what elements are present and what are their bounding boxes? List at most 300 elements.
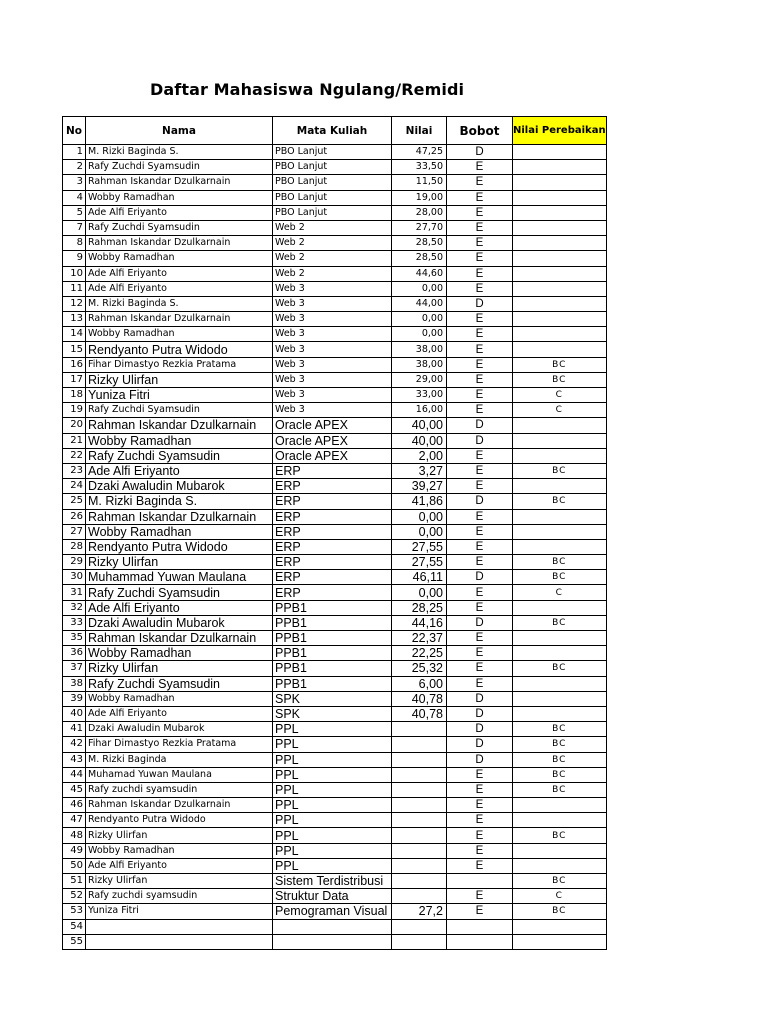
cell-mata-kuliah[interactable]: Web 2	[273, 251, 392, 266]
cell-nilai[interactable]	[392, 782, 447, 797]
cell-bobot[interactable]: E	[447, 858, 513, 873]
cell-no[interactable]: 24	[63, 479, 86, 494]
cell-no[interactable]: 14	[63, 327, 86, 342]
cell-no[interactable]: 28	[63, 539, 86, 554]
cell-nilai[interactable]: 44,00	[392, 296, 447, 311]
cell-mata-kuliah[interactable]: PPL	[273, 843, 392, 858]
cell-bobot[interactable]: E	[447, 631, 513, 646]
cell-nilai[interactable]	[392, 843, 447, 858]
cell-nama[interactable]: Rendyanto Putra Widodo	[86, 342, 273, 357]
cell-nilai-perbaikan[interactable]: C	[513, 889, 607, 904]
cell-nilai-perbaikan[interactable]	[513, 342, 607, 357]
cell-bobot[interactable]: E	[447, 266, 513, 281]
cell-nilai-perbaikan[interactable]: BC	[513, 615, 607, 630]
cell-nama[interactable]: Wobby Ramadhan	[86, 524, 273, 539]
cell-bobot[interactable]: E	[447, 372, 513, 387]
cell-nilai[interactable]: 28,00	[392, 205, 447, 220]
cell-mata-kuliah[interactable]: Web 2	[273, 236, 392, 251]
cell-no[interactable]: 32	[63, 600, 86, 615]
cell-nilai[interactable]: 40,78	[392, 691, 447, 706]
cell-nilai-perbaikan[interactable]	[513, 706, 607, 721]
cell-bobot[interactable]: D	[447, 737, 513, 752]
cell-nilai[interactable]: 38,00	[392, 342, 447, 357]
cell-mata-kuliah[interactable]: ERP	[273, 509, 392, 524]
cell-mata-kuliah[interactable]: PPL	[273, 858, 392, 873]
cell-mata-kuliah[interactable]: Web 3	[273, 403, 392, 418]
cell-bobot[interactable]: E	[447, 251, 513, 266]
cell-nilai-perbaikan[interactable]	[513, 919, 607, 934]
cell-mata-kuliah[interactable]: Oracle APEX	[273, 418, 392, 433]
cell-mata-kuliah[interactable]: PPL	[273, 722, 392, 737]
cell-nilai-perbaikan[interactable]: BC	[513, 782, 607, 797]
cell-no[interactable]: 41	[63, 722, 86, 737]
cell-nilai[interactable]	[392, 752, 447, 767]
cell-bobot[interactable]: D	[447, 418, 513, 433]
cell-nilai-perbaikan[interactable]: BC	[513, 752, 607, 767]
cell-no[interactable]: 43	[63, 752, 86, 767]
cell-nilai[interactable]: 33,50	[392, 160, 447, 175]
cell-nilai[interactable]: 41,86	[392, 494, 447, 509]
cell-nilai-perbaikan[interactable]	[513, 190, 607, 205]
cell-nilai[interactable]: 2,00	[392, 448, 447, 463]
cell-no[interactable]: 13	[63, 312, 86, 327]
cell-nama[interactable]: M. Rizki Baginda S.	[86, 296, 273, 311]
cell-nilai-perbaikan[interactable]	[513, 524, 607, 539]
cell-bobot[interactable]: D	[447, 722, 513, 737]
cell-nama[interactable]: Yuniza Fitri	[86, 904, 273, 919]
cell-nama[interactable]: M. Rizki Baginda S.	[86, 494, 273, 509]
cell-no[interactable]: 45	[63, 782, 86, 797]
cell-nilai[interactable]: 40,00	[392, 433, 447, 448]
cell-nama[interactable]: Ade Alfi Eriyanto	[86, 281, 273, 296]
cell-nama[interactable]: Fihar Dimastyo Rezkia Pratama	[86, 357, 273, 372]
cell-nilai[interactable]: 27,55	[392, 539, 447, 554]
cell-nama[interactable]	[86, 919, 273, 934]
cell-no[interactable]: 38	[63, 676, 86, 691]
cell-nama[interactable]: Rizky Ulirfan	[86, 874, 273, 889]
cell-nilai[interactable]: 44,16	[392, 615, 447, 630]
cell-nama[interactable]: Rafy zuchdi syamsudin	[86, 782, 273, 797]
cell-bobot[interactable]: D	[447, 296, 513, 311]
cell-bobot[interactable]: E	[447, 585, 513, 600]
header-nama[interactable]: Nama	[86, 117, 273, 145]
header-nilai[interactable]: Nilai	[392, 117, 447, 145]
cell-nilai[interactable]: 0,00	[392, 524, 447, 539]
cell-nilai[interactable]: 40,00	[392, 418, 447, 433]
cell-bobot[interactable]: E	[447, 539, 513, 554]
cell-mata-kuliah[interactable]: Struktur Data	[273, 889, 392, 904]
cell-nama[interactable]: Ade Alfi Eriyanto	[86, 600, 273, 615]
cell-nilai-perbaikan[interactable]: BC	[513, 828, 607, 843]
cell-nilai-perbaikan[interactable]	[513, 145, 607, 160]
cell-mata-kuliah[interactable]: PPB1	[273, 646, 392, 661]
cell-nama[interactable]: Dzaki Awaludin Mubarok	[86, 479, 273, 494]
cell-nilai[interactable]: 28,50	[392, 251, 447, 266]
cell-mata-kuliah[interactable]: PPL	[273, 752, 392, 767]
cell-nilai-perbaikan[interactable]	[513, 798, 607, 813]
cell-bobot[interactable]: E	[447, 175, 513, 190]
cell-nama[interactable]: Rahman Iskandar Dzulkarnain	[86, 631, 273, 646]
cell-nilai-perbaikan[interactable]	[513, 312, 607, 327]
cell-mata-kuliah[interactable]: PPL	[273, 798, 392, 813]
cell-nilai-perbaikan[interactable]	[513, 646, 607, 661]
cell-no[interactable]: 39	[63, 691, 86, 706]
cell-nama[interactable]: Rahman Iskandar Dzulkarnain	[86, 418, 273, 433]
cell-nama[interactable]: Wobby Ramadhan	[86, 251, 273, 266]
cell-bobot[interactable]: E	[447, 555, 513, 570]
cell-nilai-perbaikan[interactable]	[513, 600, 607, 615]
cell-nama[interactable]: Rafy Zuchdi Syamsudin	[86, 585, 273, 600]
cell-mata-kuliah[interactable]: Pemograman Visual	[273, 904, 392, 919]
cell-nilai[interactable]: 33,00	[392, 388, 447, 403]
cell-bobot[interactable]: E	[447, 190, 513, 205]
cell-no[interactable]: 44	[63, 767, 86, 782]
cell-nama[interactable]: Rizky Ulirfan	[86, 661, 273, 676]
cell-nilai-perbaikan[interactable]: BC	[513, 570, 607, 585]
cell-no[interactable]: 35	[63, 631, 86, 646]
cell-bobot[interactable]: E	[447, 463, 513, 478]
cell-nilai[interactable]: 27,70	[392, 220, 447, 235]
cell-nilai-perbaikan[interactable]: BC	[513, 874, 607, 889]
cell-no[interactable]: 25	[63, 494, 86, 509]
cell-mata-kuliah[interactable]	[273, 919, 392, 934]
cell-mata-kuliah[interactable]: ERP	[273, 524, 392, 539]
cell-nama[interactable]: Ade Alfi Eriyanto	[86, 205, 273, 220]
cell-bobot[interactable]: E	[447, 403, 513, 418]
header-nilai-perbaikan[interactable]: Nilai Perebaikan	[513, 117, 607, 145]
cell-nilai-perbaikan[interactable]	[513, 509, 607, 524]
cell-mata-kuliah[interactable]: PPB1	[273, 600, 392, 615]
cell-nama[interactable]: Dzaki Awaludin Mubarok	[86, 722, 273, 737]
cell-nilai-perbaikan[interactable]	[513, 813, 607, 828]
cell-nama[interactable]: Rizky Ulirfan	[86, 555, 273, 570]
cell-bobot[interactable]: E	[447, 448, 513, 463]
cell-bobot[interactable]: E	[447, 843, 513, 858]
cell-no[interactable]: 17	[63, 372, 86, 387]
cell-mata-kuliah[interactable]: Sistem Terdistribusi	[273, 874, 392, 889]
cell-nilai[interactable]	[392, 934, 447, 949]
cell-nilai-perbaikan[interactable]	[513, 843, 607, 858]
cell-bobot[interactable]	[447, 934, 513, 949]
cell-bobot[interactable]: E	[447, 220, 513, 235]
cell-mata-kuliah[interactable]	[273, 934, 392, 949]
cell-no[interactable]: 7	[63, 220, 86, 235]
cell-nilai[interactable]	[392, 767, 447, 782]
cell-nilai-perbaikan[interactable]	[513, 433, 607, 448]
cell-nilai[interactable]: 3,27	[392, 463, 447, 478]
cell-nilai-perbaikan[interactable]	[513, 539, 607, 554]
cell-mata-kuliah[interactable]: Web 3	[273, 281, 392, 296]
cell-nama[interactable]: Rizky Ulirfan	[86, 828, 273, 843]
cell-no[interactable]: 20	[63, 418, 86, 433]
cell-mata-kuliah[interactable]: Web 2	[273, 220, 392, 235]
cell-nilai[interactable]	[392, 828, 447, 843]
cell-no[interactable]: 50	[63, 858, 86, 873]
cell-bobot[interactable]: E	[447, 388, 513, 403]
cell-mata-kuliah[interactable]: ERP	[273, 570, 392, 585]
cell-nama[interactable]: M. Rizki Baginda	[86, 752, 273, 767]
cell-bobot[interactable]: E	[447, 600, 513, 615]
cell-no[interactable]: 3	[63, 175, 86, 190]
cell-nilai[interactable]: 27,55	[392, 555, 447, 570]
cell-bobot[interactable]: E	[447, 904, 513, 919]
cell-mata-kuliah[interactable]: Oracle APEX	[273, 433, 392, 448]
cell-mata-kuliah[interactable]: Web 3	[273, 296, 392, 311]
cell-no[interactable]: 5	[63, 205, 86, 220]
cell-bobot[interactable]: E	[447, 661, 513, 676]
cell-bobot[interactable]	[447, 919, 513, 934]
cell-mata-kuliah[interactable]: Web 3	[273, 327, 392, 342]
cell-mata-kuliah[interactable]: PBO Lanjut	[273, 145, 392, 160]
cell-nilai[interactable]	[392, 813, 447, 828]
cell-bobot[interactable]: E	[447, 327, 513, 342]
cell-nama[interactable]: M. Rizki Baginda S.	[86, 145, 273, 160]
cell-no[interactable]: 46	[63, 798, 86, 813]
cell-nama[interactable]: Rafy Zuchdi Syamsudin	[86, 220, 273, 235]
cell-bobot[interactable]: E	[447, 236, 513, 251]
cell-bobot[interactable]: E	[447, 813, 513, 828]
cell-nama[interactable]: Fihar Dimastyo Rezkia Pratama	[86, 737, 273, 752]
cell-no[interactable]: 53	[63, 904, 86, 919]
cell-nilai-perbaikan[interactable]	[513, 676, 607, 691]
cell-mata-kuliah[interactable]: ERP	[273, 494, 392, 509]
cell-nilai[interactable]	[392, 722, 447, 737]
cell-nilai[interactable]: 6,00	[392, 676, 447, 691]
cell-nilai[interactable]	[392, 858, 447, 873]
cell-bobot[interactable]: E	[447, 342, 513, 357]
cell-nilai[interactable]: 27,2	[392, 904, 447, 919]
cell-nilai[interactable]: 39,27	[392, 479, 447, 494]
cell-nama[interactable]: Rafy Zuchdi Syamsudin	[86, 403, 273, 418]
cell-nama[interactable]: Wobby Ramadhan	[86, 433, 273, 448]
cell-no[interactable]: 16	[63, 357, 86, 372]
cell-nilai[interactable]: 25,32	[392, 661, 447, 676]
cell-bobot[interactable]: E	[447, 676, 513, 691]
cell-bobot[interactable]: D	[447, 570, 513, 585]
cell-no[interactable]: 42	[63, 737, 86, 752]
cell-mata-kuliah[interactable]: ERP	[273, 479, 392, 494]
cell-nilai[interactable]: 47,25	[392, 145, 447, 160]
cell-nilai-perbaikan[interactable]	[513, 296, 607, 311]
cell-mata-kuliah[interactable]: SPK	[273, 691, 392, 706]
cell-no[interactable]: 11	[63, 281, 86, 296]
cell-no[interactable]: 31	[63, 585, 86, 600]
cell-bobot[interactable]: D	[447, 752, 513, 767]
cell-no[interactable]: 49	[63, 843, 86, 858]
cell-nilai[interactable]: 16,00	[392, 403, 447, 418]
cell-nilai[interactable]: 0,00	[392, 312, 447, 327]
header-bobot[interactable]: Bobot	[447, 117, 513, 145]
cell-mata-kuliah[interactable]: PPL	[273, 813, 392, 828]
cell-no[interactable]: 40	[63, 706, 86, 721]
cell-bobot[interactable]: E	[447, 646, 513, 661]
cell-mata-kuliah[interactable]: PPB1	[273, 661, 392, 676]
cell-nama[interactable]: Rafy Zuchdi Syamsudin	[86, 160, 273, 175]
cell-bobot[interactable]: E	[447, 312, 513, 327]
cell-nilai-perbaikan[interactable]	[513, 479, 607, 494]
cell-no[interactable]: 18	[63, 388, 86, 403]
cell-bobot[interactable]: E	[447, 357, 513, 372]
cell-no[interactable]: 26	[63, 509, 86, 524]
cell-bobot[interactable]: E	[447, 828, 513, 843]
cell-nama[interactable]: Ade Alfi Eriyanto	[86, 463, 273, 478]
cell-bobot[interactable]: E	[447, 281, 513, 296]
cell-mata-kuliah[interactable]: Oracle APEX	[273, 448, 392, 463]
cell-bobot[interactable]: E	[447, 205, 513, 220]
cell-nilai-perbaikan[interactable]: BC	[513, 767, 607, 782]
cell-nama[interactable]: Rahman Iskandar Dzulkarnain	[86, 798, 273, 813]
cell-mata-kuliah[interactable]: PPL	[273, 737, 392, 752]
cell-nilai[interactable]	[392, 889, 447, 904]
cell-nama[interactable]: Yuniza Fitri	[86, 388, 273, 403]
cell-nama[interactable]: Rahman Iskandar Dzulkarnain	[86, 509, 273, 524]
cell-mata-kuliah[interactable]: SPK	[273, 706, 392, 721]
cell-bobot[interactable]: D	[447, 433, 513, 448]
cell-no[interactable]: 54	[63, 919, 86, 934]
cell-nama[interactable]: Dzaki Awaludin Mubarok	[86, 615, 273, 630]
cell-nama[interactable]: Wobby Ramadhan	[86, 691, 273, 706]
cell-no[interactable]: 15	[63, 342, 86, 357]
cell-nilai-perbaikan[interactable]	[513, 281, 607, 296]
cell-nilai[interactable]: 28,50	[392, 236, 447, 251]
cell-nilai-perbaikan[interactable]	[513, 175, 607, 190]
cell-nilai[interactable]: 19,00	[392, 190, 447, 205]
cell-no[interactable]: 21	[63, 433, 86, 448]
cell-no[interactable]: 33	[63, 615, 86, 630]
cell-mata-kuliah[interactable]: PBO Lanjut	[273, 160, 392, 175]
cell-no[interactable]: 12	[63, 296, 86, 311]
cell-nilai[interactable]: 38,00	[392, 357, 447, 372]
cell-nilai-perbaikan[interactable]	[513, 934, 607, 949]
cell-bobot[interactable]: E	[447, 479, 513, 494]
cell-no[interactable]: 47	[63, 813, 86, 828]
cell-nilai[interactable]: 22,37	[392, 631, 447, 646]
cell-nama[interactable]: Rizky Ulirfan	[86, 372, 273, 387]
cell-no[interactable]: 2	[63, 160, 86, 175]
cell-nilai-perbaikan[interactable]: BC	[513, 722, 607, 737]
cell-nilai-perbaikan[interactable]	[513, 418, 607, 433]
cell-no[interactable]: 29	[63, 555, 86, 570]
cell-nilai-perbaikan[interactable]: C	[513, 403, 607, 418]
cell-nilai[interactable]: 0,00	[392, 585, 447, 600]
cell-nilai-perbaikan[interactable]	[513, 251, 607, 266]
cell-bobot[interactable]: D	[447, 706, 513, 721]
cell-nilai-perbaikan[interactable]: BC	[513, 661, 607, 676]
cell-mata-kuliah[interactable]: ERP	[273, 585, 392, 600]
header-no[interactable]: No	[63, 117, 86, 145]
cell-mata-kuliah[interactable]: Web 3	[273, 357, 392, 372]
cell-nama[interactable]: Ade Alfi Eriyanto	[86, 858, 273, 873]
header-mata-kuliah[interactable]: Mata Kuliah	[273, 117, 392, 145]
cell-no[interactable]: 48	[63, 828, 86, 843]
cell-mata-kuliah[interactable]: PPB1	[273, 615, 392, 630]
cell-nama[interactable]: Wobby Ramadhan	[86, 843, 273, 858]
cell-mata-kuliah[interactable]: PBO Lanjut	[273, 190, 392, 205]
cell-mata-kuliah[interactable]: PPB1	[273, 631, 392, 646]
cell-bobot[interactable]: E	[447, 782, 513, 797]
cell-nilai-perbaikan[interactable]	[513, 858, 607, 873]
cell-no[interactable]: 10	[63, 266, 86, 281]
cell-no[interactable]: 51	[63, 874, 86, 889]
cell-nilai-perbaikan[interactable]	[513, 205, 607, 220]
cell-nilai-perbaikan[interactable]	[513, 220, 607, 235]
cell-nilai[interactable]: 0,00	[392, 509, 447, 524]
cell-bobot[interactable]: E	[447, 889, 513, 904]
cell-bobot[interactable]: E	[447, 767, 513, 782]
cell-nilai-perbaikan[interactable]: BC	[513, 494, 607, 509]
cell-bobot[interactable]	[447, 874, 513, 889]
cell-nilai-perbaikan[interactable]: BC	[513, 904, 607, 919]
cell-nama[interactable]: Rendyanto Putra Widodo	[86, 813, 273, 828]
cell-nama[interactable]: Rahman Iskandar Dzulkarnain	[86, 312, 273, 327]
cell-nama[interactable]: Muhamad Yuwan Maulana	[86, 767, 273, 782]
cell-no[interactable]: 22	[63, 448, 86, 463]
cell-nilai[interactable]: 0,00	[392, 281, 447, 296]
cell-no[interactable]: 52	[63, 889, 86, 904]
cell-no[interactable]: 27	[63, 524, 86, 539]
cell-nama[interactable]: Rafy zuchdi syamsudin	[86, 889, 273, 904]
cell-no[interactable]: 37	[63, 661, 86, 676]
cell-nilai-perbaikan[interactable]	[513, 691, 607, 706]
cell-nilai[interactable]: 0,00	[392, 327, 447, 342]
cell-mata-kuliah[interactable]: PBO Lanjut	[273, 205, 392, 220]
cell-nama[interactable]: Muhammad Yuwan Maulana	[86, 570, 273, 585]
cell-no[interactable]: 19	[63, 403, 86, 418]
cell-mata-kuliah[interactable]: Web 3	[273, 342, 392, 357]
cell-nilai-perbaikan[interactable]	[513, 448, 607, 463]
cell-nilai[interactable]	[392, 798, 447, 813]
cell-mata-kuliah[interactable]: ERP	[273, 555, 392, 570]
cell-nama[interactable]: Wobby Ramadhan	[86, 646, 273, 661]
cell-nilai[interactable]: 44,60	[392, 266, 447, 281]
cell-nilai-perbaikan[interactable]: BC	[513, 555, 607, 570]
cell-mata-kuliah[interactable]: ERP	[273, 539, 392, 554]
cell-nama[interactable]: Rafy Zuchdi Syamsudin	[86, 676, 273, 691]
cell-nilai[interactable]	[392, 874, 447, 889]
cell-mata-kuliah[interactable]: Web 3	[273, 312, 392, 327]
cell-bobot[interactable]: D	[447, 691, 513, 706]
cell-nilai-perbaikan[interactable]: BC	[513, 357, 607, 372]
cell-nama[interactable]: Rafy Zuchdi Syamsudin	[86, 448, 273, 463]
cell-nilai-perbaikan[interactable]	[513, 327, 607, 342]
cell-mata-kuliah[interactable]: ERP	[273, 463, 392, 478]
cell-nilai[interactable]	[392, 737, 447, 752]
cell-nilai-perbaikan[interactable]: BC	[513, 463, 607, 478]
cell-nilai[interactable]	[392, 919, 447, 934]
cell-nilai-perbaikan[interactable]	[513, 236, 607, 251]
cell-nilai-perbaikan[interactable]	[513, 160, 607, 175]
cell-bobot[interactable]: E	[447, 509, 513, 524]
cell-no[interactable]: 23	[63, 463, 86, 478]
cell-mata-kuliah[interactable]: PPL	[273, 782, 392, 797]
cell-bobot[interactable]: E	[447, 798, 513, 813]
cell-bobot[interactable]: D	[447, 494, 513, 509]
cell-bobot[interactable]: D	[447, 145, 513, 160]
cell-nama[interactable]: Ade Alfi Eriyanto	[86, 706, 273, 721]
cell-nilai[interactable]: 46,11	[392, 570, 447, 585]
cell-no[interactable]: 55	[63, 934, 86, 949]
cell-nama[interactable]: Ade Alfi Eriyanto	[86, 266, 273, 281]
cell-mata-kuliah[interactable]: Web 3	[273, 388, 392, 403]
cell-mata-kuliah[interactable]: PPL	[273, 767, 392, 782]
cell-nilai[interactable]: 40,78	[392, 706, 447, 721]
cell-bobot[interactable]: E	[447, 524, 513, 539]
cell-mata-kuliah[interactable]: Web 3	[273, 372, 392, 387]
cell-no[interactable]: 36	[63, 646, 86, 661]
cell-nilai-perbaikan[interactable]	[513, 631, 607, 646]
cell-nilai[interactable]: 28,25	[392, 600, 447, 615]
cell-nama[interactable]: Rahman Iskandar Dzulkarnain	[86, 236, 273, 251]
